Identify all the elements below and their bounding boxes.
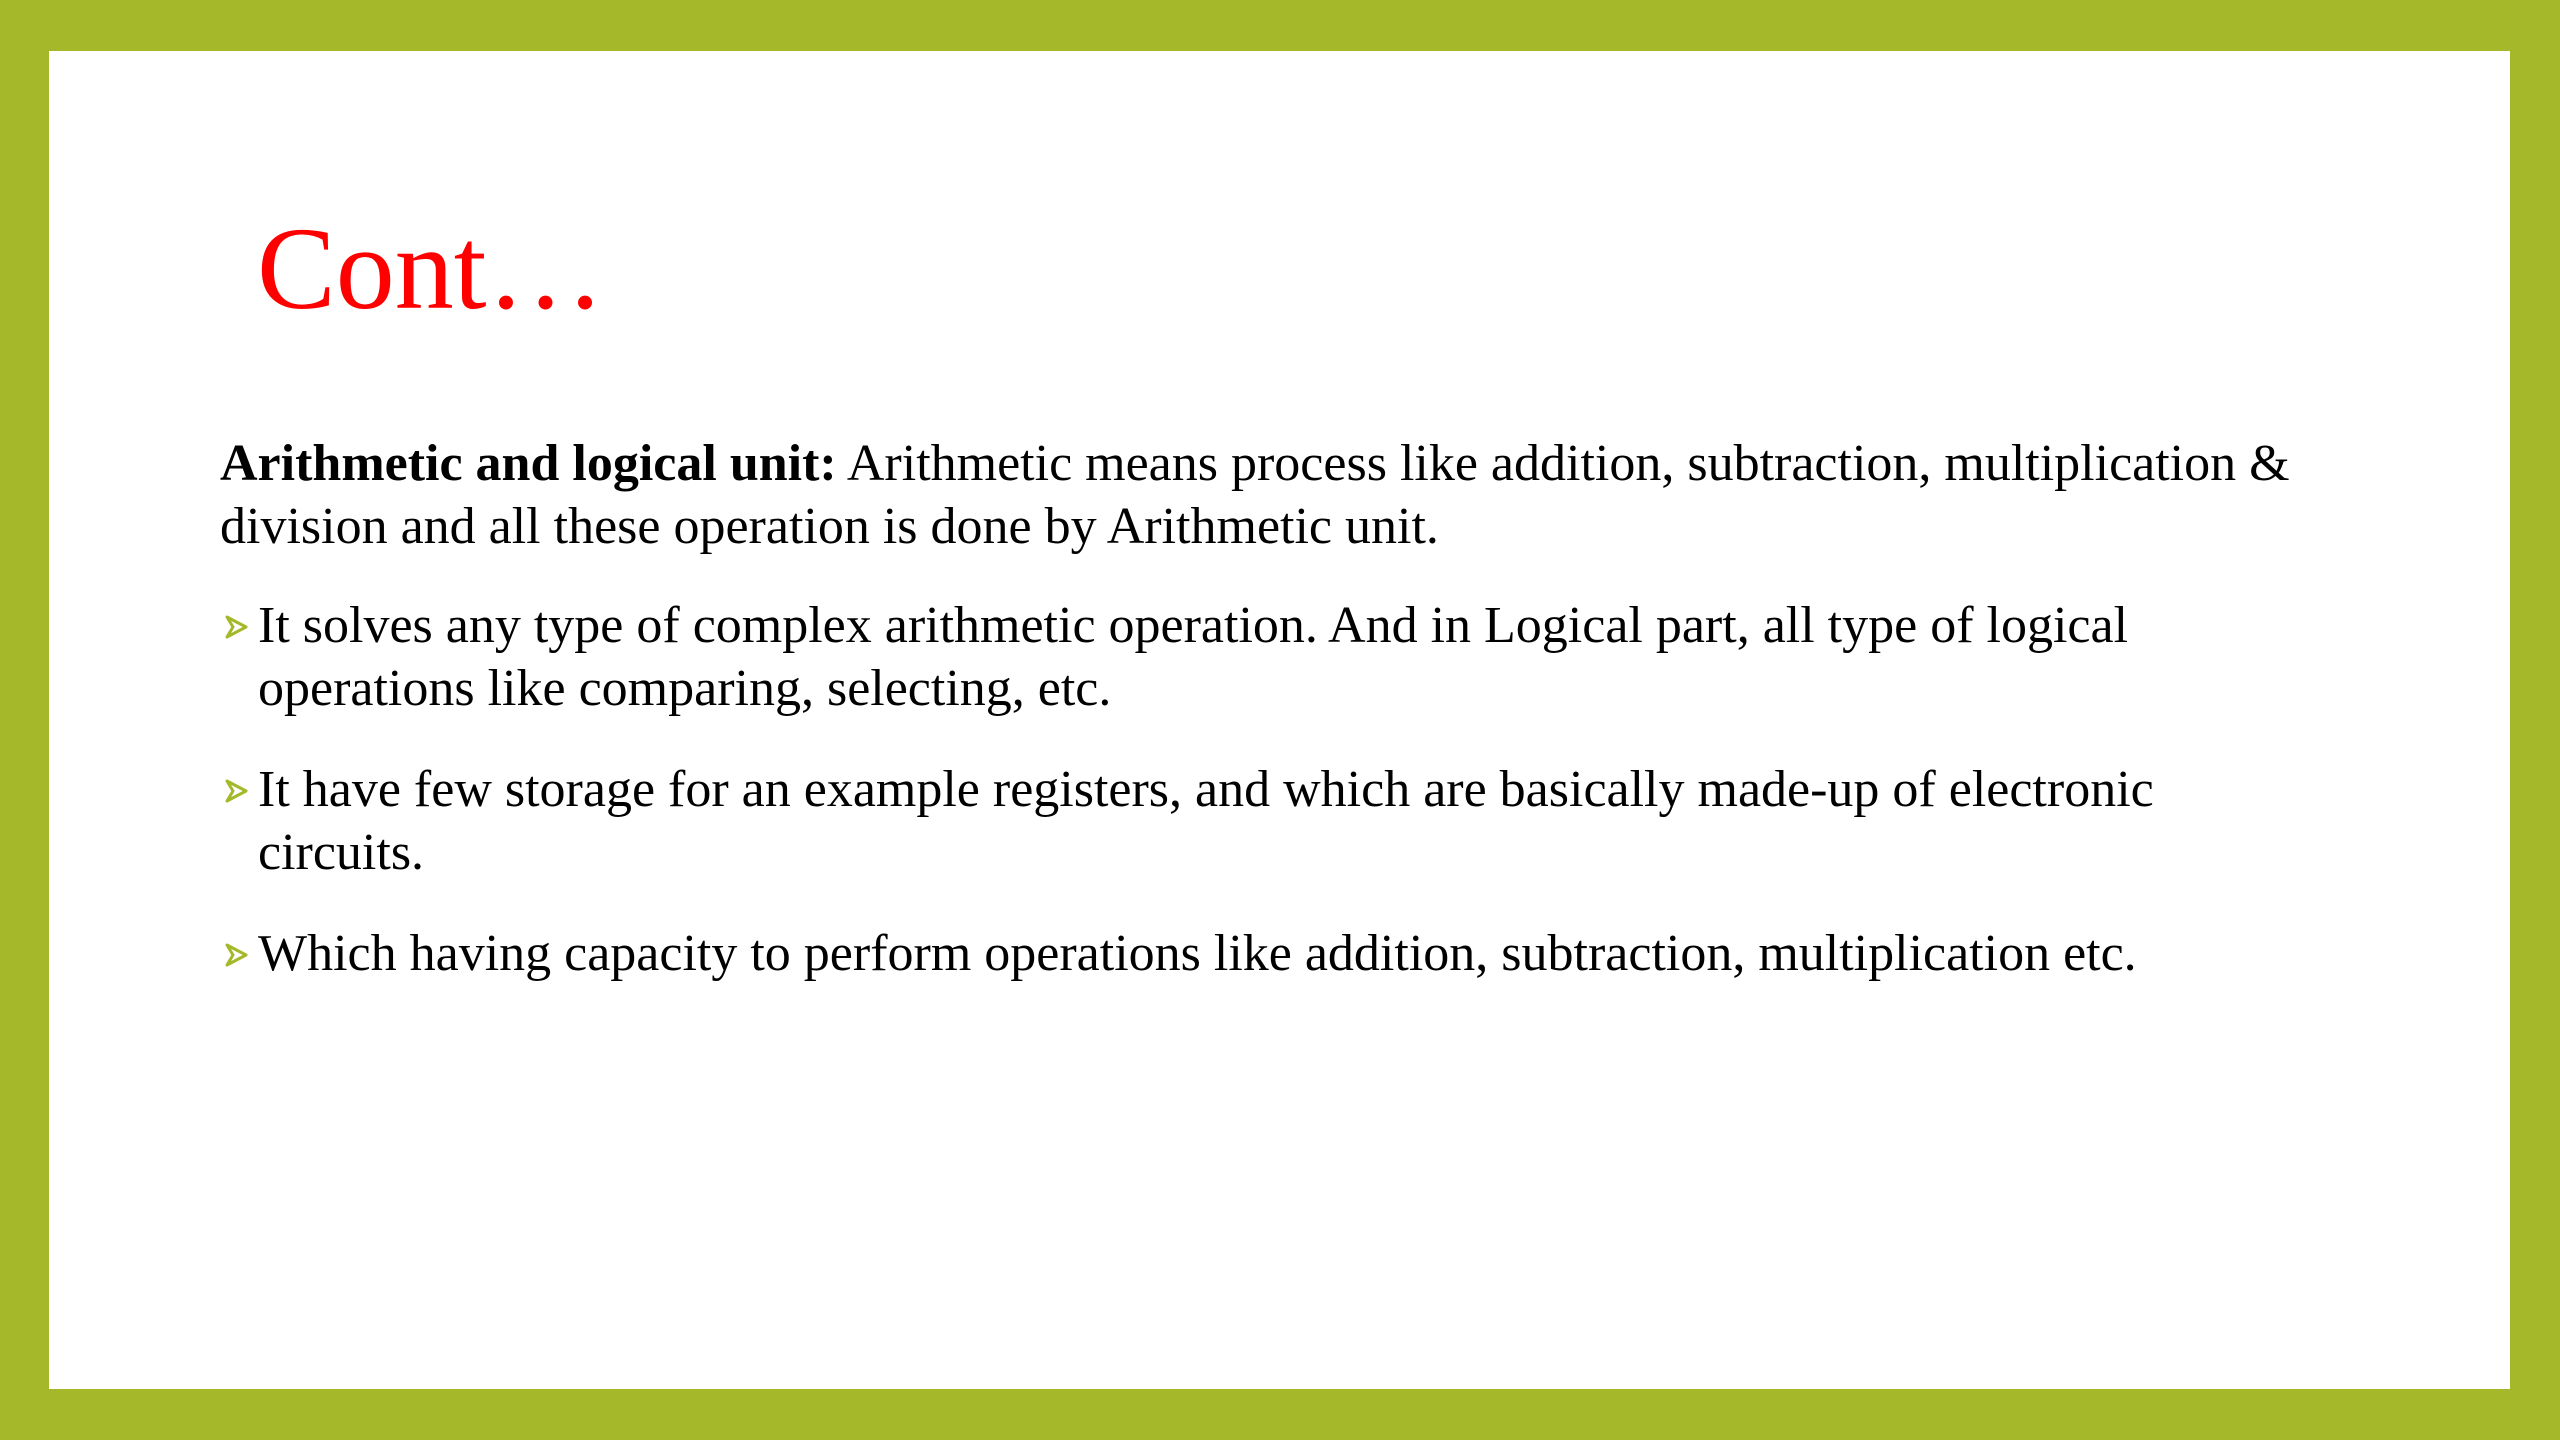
intro-term: Arithmetic and logical unit: — [220, 435, 837, 492]
arrow-bullet-icon — [223, 614, 249, 640]
arrow-bullet-icon — [223, 778, 249, 804]
arrow-bullet-icon — [223, 942, 249, 968]
bullet-text: Which having capacity to perform operations like addition, subtraction, multiplication etc. — [258, 925, 2137, 982]
bullet-item — [220, 594, 2300, 720]
bullet-text: It solves any type of complex arithmetic operation. And in Logical part, all type of logical operations like comparing, selecting, etc. — [258, 597, 2129, 717]
bullet-text: It have few storage for an example registers, and which are basically made-up of electronic circuits. — [258, 761, 2154, 881]
bullet-list — [220, 594, 2300, 985]
bullet-item — [220, 758, 2300, 884]
intro-paragraph — [220, 432, 2300, 558]
slide-body — [220, 432, 2300, 1023]
bullet-item — [220, 922, 2300, 985]
intro-text: Arithmetic means process like addition, subtraction, multiplication & division and all these operation is done by Arithmetic unit. — [220, 435, 2290, 555]
slide-title: Cont… — [257, 203, 605, 334]
